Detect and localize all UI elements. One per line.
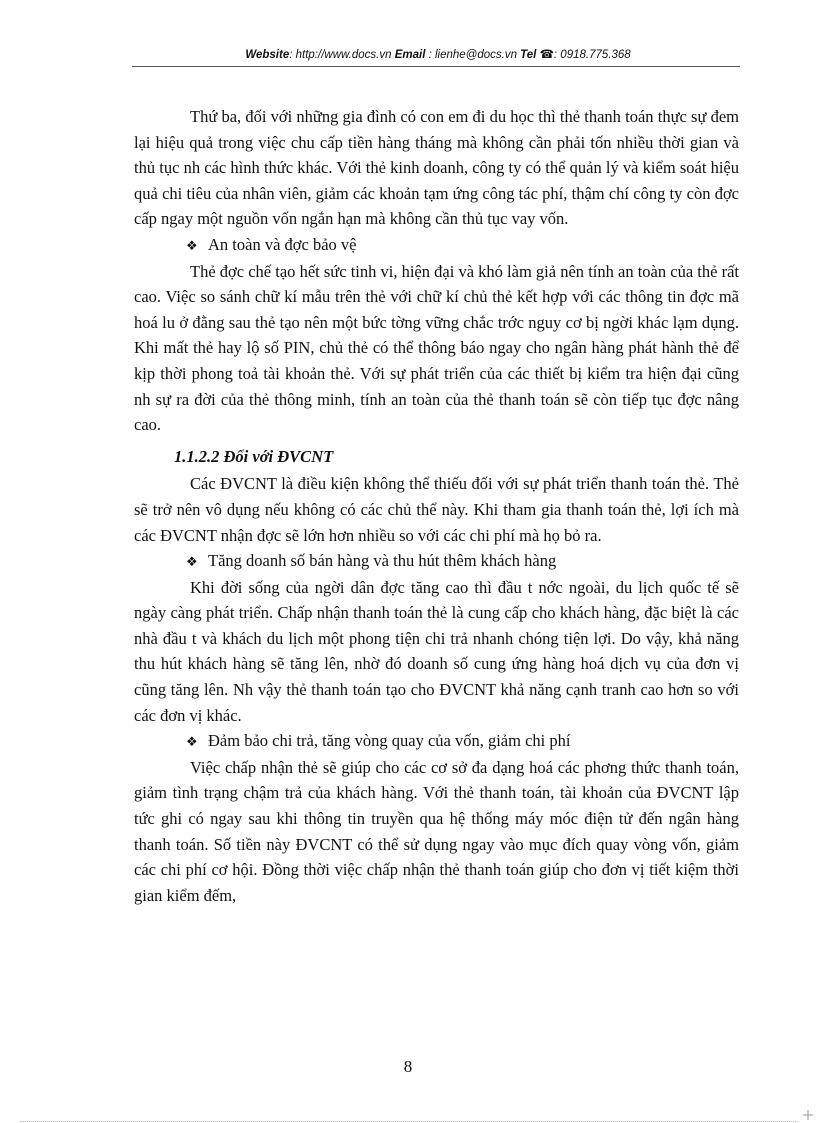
footer-dotted-line [20,1121,796,1122]
diamond-bullet-icon: ❖ [186,734,198,750]
section-heading: 1.1.2.2 Đối với ĐVCNT [174,446,334,466]
bullet-item-1 [134,232,739,259]
corner-crop-mark [803,1110,813,1120]
bullet-item-3 [134,728,739,755]
paragraph-5: Việc chấp nhận thẻ sẽ giúp cho các cơ sở đa dạng hoá các phơng thức thanh toán, giảm tình trạng chậm trả của khách hàng. Với thẻ thanh toán, tài khoản của ĐVCNT lập tức ghi có ngay sau khi thông tin truyền qua hệ thống máy móc điện tử đến ngân hàng thanh toán. Số tiền này ĐVCNT có thể sử dụng ngay vào mục đích quay vòng vốn, giảm các chi phí cơ hội. Đồng thời việc chấp nhận thẻ thanh toán giúp cho đơn vị tiết kiệm thời gian kiểm đếm, [134,757,739,905]
phone-number: : 0918.775.368 [553,49,631,61]
bullet-text-3: Đảm bảo chi trả, tăng vòng quay của vốn, giảm chi phí [208,731,571,751]
website-label: Website [245,49,290,61]
paragraph-3: Các ĐVCNT là điều kiện không thể thiếu đối với sự phát triển thanh toán thẻ. Thẻ sẽ trở nên vô dụng nếu không có các chủ thể này. Khi tham gia thanh toán thẻ, lợi ích mà các ĐVCNT nhận đợc sẽ lớn hơn nhiều so với các chi phí mà họ bỏ ra. [134,474,739,545]
phone-icon: ☎ [539,49,554,61]
website-url[interactable]: http://www.docs.vn [295,49,395,61]
page-header [136,47,740,61]
bullet-text-1: An toàn và đợc bảo vệ [208,234,357,254]
header-divider [132,66,740,67]
email-label: Email [394,49,426,61]
diamond-bullet-icon: ❖ [186,237,198,253]
page-number: 8 [403,1057,413,1076]
document-body [134,104,739,908]
tel-label: Tel [520,49,537,61]
website-separator: : [289,49,296,61]
bullet-item-2 [134,548,739,575]
diamond-bullet-icon: ❖ [186,554,198,570]
email-address[interactable]: : lienhe@docs.vn [425,49,521,61]
paragraph-4: Khi đời sống của ngời dân đợc tăng cao thì đầu t nớc ngoài, du lịch quốc tế sẽ ngày càng phát triển. Chấp nhận thanh toán thẻ là cung cấp cho khách hàng, đặc biệt là các nhà đầu t và khách du lịch một phong tiện chi trả nhanh chóng tiện lợi. Do vậy, khả năng thu hút khách hàng sẽ tăng lên, nhờ đó doanh số cung ứng hàng hoá dịch vụ của đơn vị cũng tăng lên. Nh vậy thẻ thanh toán tạo cho ĐVCNT khả năng cạnh tranh cao hơn so với các đơn vị khác. [134,577,739,725]
bullet-text-2: Tăng doanh số bán hàng và thu hút thêm khách hàng [208,551,557,571]
paragraph-1: Thứ ba, đối với những gia đình có con em đi du học thì thẻ thanh toán thực sự đem lại hiệu quả trong việc chu cấp tiền hàng tháng mà không cần phải tốn nhiều thời gian và thủ tục nh các hình thức khác. Với thẻ kinh doanh, công ty có thể quản lý và kiểm soát hiệu quả chi tiêu của nhân viên, giảm các khoản tạm ứng công tác phí, thậm chí công ty còn đợc cấp ngay một nguồn vốn ngắn hạn mà không cần thủ tục vay vốn. [134,107,739,229]
paragraph-2: Thẻ đợc chế tạo hết sức tinh vi, hiện đại và khó làm giả nên tính an toàn của thẻ rất cao. Việc so sánh chữ kí mẫu trên thẻ với chữ kí chủ thẻ kết hợp với các thông tin đợc mã hoá lu ở đằng sau thẻ tạo nên một bức tờng vững chắc trớc nguy cơ bị ngời khác lạm dụng. Khi mất thẻ hay lộ số PIN, chủ thẻ có thể thông báo ngay cho ngân hàng phát hành thẻ để kịp thời phong toả tài khoản thẻ. Với sự phát triển của các thiết bị kiểm tra hiện đại cũng nh sự ra đời của thẻ thông minh, tính an toàn của thẻ thanh toán sẽ còn tiếp tục đợc nâng cao. [134,261,739,435]
